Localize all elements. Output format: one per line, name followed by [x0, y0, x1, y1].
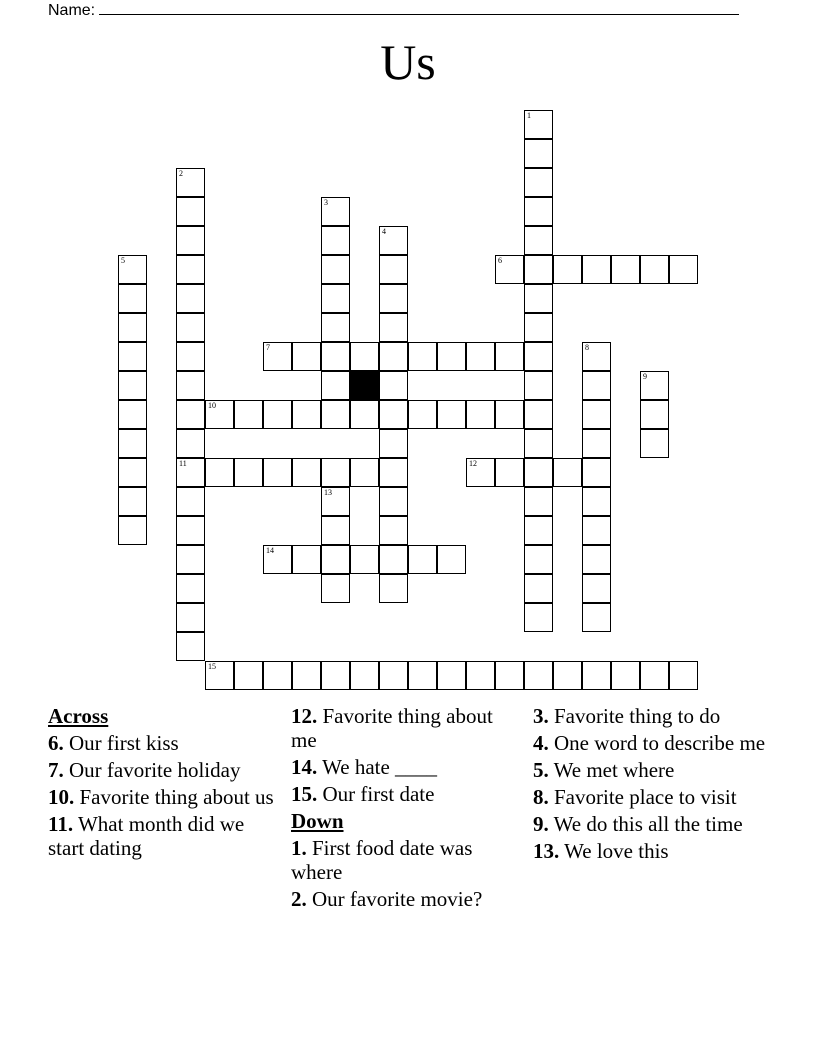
- grid-cell[interactable]: [176, 545, 205, 574]
- grid-cell[interactable]: [495, 342, 524, 371]
- grid-cell[interactable]: [379, 661, 408, 690]
- clue-number: 3.: [533, 704, 549, 728]
- grid-cell[interactable]: [292, 400, 321, 429]
- clue-item: [48, 758, 278, 782]
- grid-cell[interactable]: [118, 371, 147, 400]
- grid-cell[interactable]: [495, 400, 524, 429]
- grid-cell[interactable]: [321, 574, 350, 603]
- grid-cell[interactable]: [350, 342, 379, 371]
- grid-cell[interactable]: [524, 313, 553, 342]
- grid-cell[interactable]: [263, 661, 292, 690]
- grid-cell[interactable]: [524, 458, 553, 487]
- grid-cell[interactable]: [118, 255, 147, 284]
- grid-cell[interactable]: [350, 400, 379, 429]
- grid-cell[interactable]: [524, 284, 553, 313]
- grid-cell[interactable]: [176, 255, 205, 284]
- grid-cell[interactable]: [640, 400, 669, 429]
- grid-cell[interactable]: [553, 661, 582, 690]
- clue-text: We love this: [559, 839, 669, 863]
- cell-number: 12: [469, 459, 477, 468]
- clue-text: We met where: [548, 758, 675, 782]
- cell-number: 11: [179, 459, 187, 468]
- grid-cell[interactable]: [379, 458, 408, 487]
- clue-text: Favorite place to visit: [548, 785, 737, 809]
- grid-cell[interactable]: [582, 574, 611, 603]
- grid-cell[interactable]: [524, 110, 553, 139]
- grid-cell[interactable]: [321, 313, 350, 342]
- clue-text: Favorite thing to do: [548, 704, 721, 728]
- grid-cell[interactable]: [176, 632, 205, 661]
- clue-text: Our first date: [317, 782, 435, 806]
- grid-cell[interactable]: [263, 400, 292, 429]
- grid-cell[interactable]: [582, 516, 611, 545]
- clue-text: Our first kiss: [63, 731, 179, 755]
- grid-cell[interactable]: [350, 458, 379, 487]
- grid-cell[interactable]: [379, 487, 408, 516]
- grid-cell[interactable]: [466, 400, 495, 429]
- grid-cell[interactable]: [176, 574, 205, 603]
- grid-cell[interactable]: [524, 371, 553, 400]
- grid-cell[interactable]: [263, 458, 292, 487]
- grid-cell[interactable]: [437, 342, 466, 371]
- grid-cell[interactable]: [321, 226, 350, 255]
- grid-cell[interactable]: [495, 255, 524, 284]
- grid-cell[interactable]: [495, 458, 524, 487]
- cell-number: 6: [498, 256, 502, 265]
- grid-cell[interactable]: [234, 458, 263, 487]
- clue-number: 14.: [291, 755, 318, 779]
- cell-number: 3: [324, 198, 328, 207]
- grid-cell[interactable]: [466, 342, 495, 371]
- grid-cell[interactable]: [524, 545, 553, 574]
- clue-item: [533, 812, 773, 836]
- clue-item: [48, 785, 278, 809]
- grid-cell[interactable]: [379, 516, 408, 545]
- grid-cell[interactable]: [379, 400, 408, 429]
- grid-cell[interactable]: [582, 603, 611, 632]
- clue-number: 8.: [533, 785, 549, 809]
- grid-cell[interactable]: [234, 400, 263, 429]
- grid-cell[interactable]: [205, 458, 234, 487]
- grid-cell[interactable]: [524, 226, 553, 255]
- grid-cell[interactable]: [582, 342, 611, 371]
- clue-number: 6.: [48, 731, 64, 755]
- clue-text: Favorite thing about me: [291, 704, 493, 752]
- grid-cell[interactable]: [321, 197, 350, 226]
- grid-cell[interactable]: [582, 371, 611, 400]
- grid-cell[interactable]: [640, 429, 669, 458]
- down-heading: Down: [291, 809, 344, 833]
- grid-cell[interactable]: [582, 255, 611, 284]
- clue-text: Our favorite holiday: [63, 758, 241, 782]
- grid-cell[interactable]: [176, 197, 205, 226]
- grid-cell[interactable]: [379, 226, 408, 255]
- clue-number: 13.: [533, 839, 560, 863]
- grid-cell[interactable]: [582, 545, 611, 574]
- grid-block-cell: [350, 371, 379, 400]
- grid-cell[interactable]: [234, 661, 263, 690]
- grid-cell[interactable]: [379, 429, 408, 458]
- across-heading: Across: [48, 704, 109, 728]
- name-field: [48, 0, 739, 20]
- grid-cell[interactable]: [408, 342, 437, 371]
- name-blank-line: [99, 0, 739, 15]
- cell-number: 1: [527, 111, 531, 120]
- clue-item: [48, 812, 278, 860]
- grid-cell[interactable]: [176, 226, 205, 255]
- grid-cell[interactable]: [669, 255, 698, 284]
- cell-number: 14: [266, 546, 274, 555]
- grid-cell[interactable]: [408, 545, 437, 574]
- grid-cell[interactable]: [379, 371, 408, 400]
- grid-cell[interactable]: [176, 371, 205, 400]
- cell-number: 13: [324, 488, 332, 497]
- grid-cell[interactable]: [408, 661, 437, 690]
- grid-cell[interactable]: [669, 661, 698, 690]
- grid-cell[interactable]: [321, 284, 350, 313]
- clue-number: 2.: [291, 887, 307, 911]
- clue-item: [533, 758, 773, 782]
- clue-number: 1.: [291, 836, 307, 860]
- grid-cell[interactable]: [611, 255, 640, 284]
- grid-cell[interactable]: [524, 516, 553, 545]
- clue-number: 12.: [291, 704, 318, 728]
- grid-cell[interactable]: [524, 139, 553, 168]
- clue-item: [291, 755, 521, 779]
- grid-cell[interactable]: [350, 661, 379, 690]
- grid-cell[interactable]: [205, 661, 234, 690]
- grid-cell[interactable]: [321, 400, 350, 429]
- grid-cell[interactable]: [176, 168, 205, 197]
- clue-column-2: [291, 704, 521, 914]
- clue-number: 7.: [48, 758, 64, 782]
- grid-cell[interactable]: [118, 400, 147, 429]
- grid-cell[interactable]: [263, 545, 292, 574]
- clue-column-3: [533, 704, 773, 866]
- grid-cell[interactable]: [176, 603, 205, 632]
- grid-cell[interactable]: [524, 487, 553, 516]
- clue-item: [533, 704, 773, 728]
- grid-cell[interactable]: [524, 400, 553, 429]
- clue-item: [291, 782, 521, 806]
- grid-cell[interactable]: [379, 545, 408, 574]
- grid-cell[interactable]: [379, 284, 408, 313]
- clue-item: [533, 785, 773, 809]
- grid-cell[interactable]: [466, 661, 495, 690]
- grid-cell[interactable]: [437, 661, 466, 690]
- grid-cell[interactable]: [321, 255, 350, 284]
- clue-item: [291, 836, 521, 884]
- grid-cell[interactable]: [466, 458, 495, 487]
- grid-cell[interactable]: [176, 284, 205, 313]
- clue-text: First food date was where: [291, 836, 473, 884]
- grid-cell[interactable]: [524, 197, 553, 226]
- clue-text: One word to describe me: [548, 731, 766, 755]
- grid-cell[interactable]: [118, 487, 147, 516]
- clue-text: Favorite thing about us: [74, 785, 274, 809]
- grid-cell[interactable]: [292, 342, 321, 371]
- grid-cell[interactable]: [582, 400, 611, 429]
- grid-cell[interactable]: [379, 255, 408, 284]
- grid-cell[interactable]: [379, 342, 408, 371]
- grid-cell[interactable]: [524, 603, 553, 632]
- clue-number: 11.: [48, 812, 74, 836]
- grid-cell[interactable]: [292, 458, 321, 487]
- grid-cell[interactable]: [118, 516, 147, 545]
- cell-number: 10: [208, 401, 216, 410]
- puzzle-title: Us: [380, 34, 436, 90]
- grid-cell[interactable]: [118, 429, 147, 458]
- grid-cell[interactable]: [321, 371, 350, 400]
- cell-number: 2: [179, 169, 183, 178]
- grid-cell[interactable]: [176, 487, 205, 516]
- grid-cell[interactable]: [176, 429, 205, 458]
- grid-cell[interactable]: [321, 487, 350, 516]
- clue-number: 10.: [48, 785, 75, 809]
- grid-cell[interactable]: [292, 545, 321, 574]
- grid-cell[interactable]: [524, 661, 553, 690]
- grid-cell[interactable]: [582, 458, 611, 487]
- clue-number: 9.: [533, 812, 549, 836]
- cell-number: 8: [585, 343, 589, 352]
- clue-text: We hate ____: [317, 755, 438, 779]
- grid-cell[interactable]: [350, 545, 379, 574]
- grid-cell[interactable]: [176, 400, 205, 429]
- name-label: Name:: [48, 2, 96, 19]
- grid-cell[interactable]: [437, 545, 466, 574]
- grid-cell[interactable]: [640, 371, 669, 400]
- grid-cell[interactable]: [321, 545, 350, 574]
- grid-cell[interactable]: [176, 342, 205, 371]
- clue-item: [533, 839, 773, 863]
- grid-cell[interactable]: [524, 574, 553, 603]
- clue-column-1: [48, 704, 278, 863]
- grid-cell[interactable]: [640, 661, 669, 690]
- grid-cell[interactable]: [524, 342, 553, 371]
- grid-cell[interactable]: [292, 661, 321, 690]
- grid-cell[interactable]: [524, 168, 553, 197]
- clue-item: [291, 704, 521, 752]
- grid-cell[interactable]: [553, 255, 582, 284]
- grid-cell[interactable]: [524, 429, 553, 458]
- clue-number: 5.: [533, 758, 549, 782]
- grid-cell[interactable]: [495, 661, 524, 690]
- grid-cell[interactable]: [379, 313, 408, 342]
- grid-cell[interactable]: [582, 429, 611, 458]
- grid-cell[interactable]: [321, 661, 350, 690]
- grid-cell[interactable]: [118, 313, 147, 342]
- grid-cell[interactable]: [611, 661, 640, 690]
- grid-cell[interactable]: [408, 400, 437, 429]
- cell-number: 9: [643, 372, 647, 381]
- clue-item: [533, 731, 773, 755]
- grid-cell[interactable]: [118, 284, 147, 313]
- clue-item: [291, 887, 521, 911]
- clue-text: We do this all the time: [548, 812, 743, 836]
- cell-number: 15: [208, 662, 216, 671]
- grid-cell[interactable]: [176, 313, 205, 342]
- grid-cell[interactable]: [379, 574, 408, 603]
- grid-cell[interactable]: [321, 458, 350, 487]
- clue-number: 4.: [533, 731, 549, 755]
- clue-text: What month did we start dating: [48, 812, 245, 860]
- grid-cell[interactable]: [263, 342, 292, 371]
- grid-cell[interactable]: [176, 458, 205, 487]
- grid-cell[interactable]: [205, 400, 234, 429]
- clue-number: 15.: [291, 782, 318, 806]
- grid-cell[interactable]: [321, 516, 350, 545]
- clue-text: Our favorite movie?: [306, 887, 483, 911]
- grid-cell[interactable]: [524, 255, 553, 284]
- grid-cell[interactable]: [553, 458, 582, 487]
- grid-cell[interactable]: [176, 516, 205, 545]
- cell-number: 7: [266, 343, 270, 352]
- grid-cell[interactable]: [118, 458, 147, 487]
- grid-cell[interactable]: [437, 400, 466, 429]
- grid-cell[interactable]: [640, 255, 669, 284]
- cell-number: 5: [121, 256, 125, 265]
- cell-number: 4: [382, 227, 386, 236]
- grid-cell[interactable]: [582, 661, 611, 690]
- grid-cell[interactable]: [118, 342, 147, 371]
- grid-cell[interactable]: [321, 342, 350, 371]
- clue-item: [48, 731, 278, 755]
- grid-cell[interactable]: [582, 487, 611, 516]
